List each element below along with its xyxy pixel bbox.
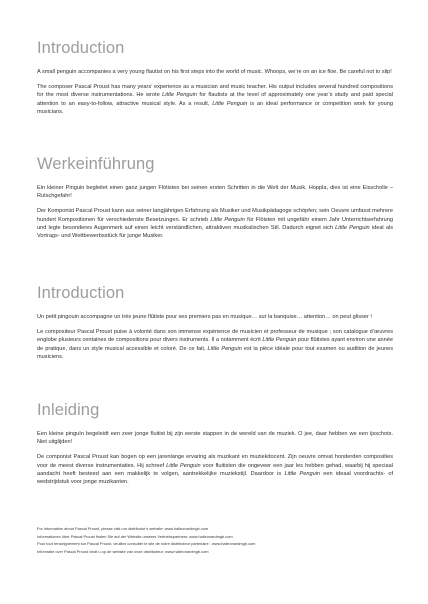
- section-heading: Introduction: [37, 284, 125, 302]
- paragraph: Un petit pingouin accompagne un très jeune flûtiste pour ses premiers pas en musique… sur la banquise… attention… on peut glisser !: [37, 314, 372, 320]
- title-italic: Little Penguin: [207, 345, 242, 352]
- section-heading: Werkeinführung: [37, 155, 155, 173]
- title-italic: Little Penguin: [210, 216, 245, 223]
- title-italic: Little Penguin: [335, 224, 370, 231]
- section-intro-de: [37, 153, 393, 247]
- footer-line-en: For information about Pascal Proust, please visit our distributor’s website: www.halleonardmgb.com: [37, 526, 209, 531]
- paragraph: Le compositeur Pascal Proust puise à volonté dans son immense expérience de musicien et professeur de musique ; son catalogue d’œuvres englobe plusieurs centaines de compositions pour divers instruments. Il a notamment écrit Little Penguin pour flûtistes ayant environ une année de pratique, dans un style musical accessible et coloré. De ce fait, Little Penguin est la pièce idéale pour tout examen ou audition de jeunes musiciens.: [37, 329, 393, 360]
- title-italic: Little Penguin: [166, 462, 201, 469]
- paragraph: Der Komponist Pascal Proust kann aus seiner langjährigen Erfahrung als Musiker und Musikpädagoge schöpfen; sein Oeuvre umfasst mehrere hundert Kompositionen für verschiedenste Besetzungen. Er schrieb Little Penguin für Flöisten mit ungefähr einem Jahr Unterrichtserfahrung und legte besonderes Augenmerk auf einen leicht verständlichen, attraktiven musikalischen Stil. Dadurch eignet sich Little Penguin ideal als Vortrags- und Wettbewerbsstück für junge Musiker.: [37, 208, 394, 240]
- paragraph: Ein kleiner Pinguin begleitet einen ganz jungen Flötisten bei seinen ersten Schritten in die Welt der Musik. Hoppla, dies ist eine Eisscholle – Rutschgefahr!: [37, 185, 393, 200]
- section-intro-fr: [37, 282, 393, 368]
- paragraph: De componist Pascal Proust kan bogen op een jarenlange ervaring als muzikant en muziekdocent. Zijn oeuvre omvat honderden composities voor de meest diverse instrumentaties. Hij schreef Little Penguin voor fluitisten die ongeveer een jaar les hebben gehad, waarbij hij speciaal aandacht heeft besteed aan een makkelijk te volgen, aantrekkelijke muziekstijl. Daardoor is Little Penguin een ideaal voordrachts- of wedstrijdstuk voor jonge muzikanten.: [37, 454, 394, 486]
- paragraph: Een kleine pinguïn begeleidt een zeer jonge fluitist bij zijn eerste stappen in de wereld van de muziek. O jee, daar hebben we een ijsschots. Niet uitglijden!: [37, 431, 393, 446]
- title-italic: Little Penguin: [162, 92, 197, 99]
- footer-line-nl: Informatie over Pascal Proust vindt u op de website van onze distributeur: www.halleonardmgb.com: [37, 548, 209, 554]
- title-italic: Little Penguin: [284, 470, 321, 477]
- footer-line-fr: Pour tout renseignement sur Pascal Proust, veuillez consulter le site de notre distributeur partenaire : www.halleonardmgb.com: [37, 541, 256, 547]
- paragraph: A small penguin accompanies a very young flautist on his first steps into the world of music. Whoops, we’re on an ice floe. Be careful not to slip!: [37, 69, 392, 75]
- footer-line-de: Informationen über Pascal Proust finden Sie auf der Website unseres Vertriebspartners: www.halleonardmgb.com: [37, 533, 233, 539]
- title-italic: Little Penguin: [212, 100, 248, 107]
- section-heading: Introduction: [37, 39, 125, 57]
- section-intro-nl: [37, 399, 393, 493]
- section-heading: Inleiding: [37, 401, 100, 419]
- title-italic: Little Penguin: [262, 337, 297, 344]
- distributor-footer: [37, 525, 393, 555]
- section-intro-en: [37, 37, 393, 123]
- paragraph: The composer Pascal Proust has many years’ experience as a musician and music teacher. His output includes several hundred compositions for the most diverse instrumentations. He wrote Little Penguin for flautists at the level of approximately one year’s study and paid special attention to an easy-to-follow, attractive musical style. As a result, Little Penguin is an ideal performance or competition work for young musicians.: [37, 84, 393, 115]
